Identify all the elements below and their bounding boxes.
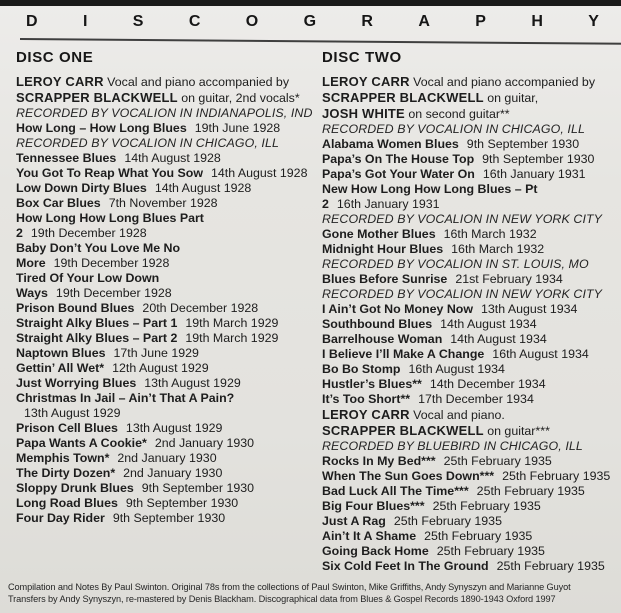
track-date: 9th September 1930 [112,511,226,525]
track-date: 14th December 1934 [429,377,546,391]
track-date: 9th September 1930 [466,137,580,151]
track-row [16,346,314,361]
disc-title: DISC TWO [322,49,402,66]
track-title: When The Sun Goes Down*** [322,469,495,483]
track-row [16,316,314,331]
recorded-by-line: RECORDED BY VOCALION IN NEW YORK CITY [322,212,603,226]
track-row [322,469,620,484]
track-row [322,544,620,559]
track-title: How Long – How Long Blues [16,121,187,135]
page-header [0,6,621,41]
track-date: 14th August 1928 [154,181,252,195]
track-date: 7th November 1928 [108,196,218,210]
credits-footer [8,581,619,606]
track-date: 17th December 1934 [418,392,534,406]
track-title: I Ain’t Got No Money Now [322,302,473,316]
title-letter: O [245,13,259,30]
track-title: The Dirty Dozen* [16,466,116,480]
track-list [322,74,620,574]
track-date: 16th January 1931 [482,167,586,181]
disc-two-column [322,47,620,574]
track-row [16,481,314,496]
track-date: 14th August 1934 [440,317,537,331]
track-title: New How Long How Long Blues – Pt 2 [322,182,538,211]
track-title: Four Day Rider [16,511,105,525]
track-date: 19th March 1929 [185,316,279,330]
track-title: Big Four Blues*** [322,499,425,513]
track-title: Going Back Home [322,544,429,558]
track-row [322,454,620,469]
track-date: 25th February 1935 [393,514,502,528]
track-row [16,391,314,421]
track-date: 13th August 1929 [24,406,121,420]
credit-line: SCRAPPER BLACKWELL on guitar, 2nd vocals* [16,90,300,105]
track-row [16,166,314,181]
track-title: Sloppy Drunk Blues [16,481,134,495]
track-title: It’s Too Short** [322,392,411,406]
track-row [322,272,620,287]
track-row [16,181,314,196]
track-row [16,421,314,436]
track-title: Just A Rag [322,514,386,528]
track-title: Bad Luck All The Time*** [322,484,469,498]
track-title: Gone Mother Blues [322,227,436,241]
track-row [16,331,314,346]
track-title: Blues Before Sunrise [322,272,448,286]
track-title: Box Car Blues [16,196,101,210]
title-letter: H [531,13,543,30]
track-title: Southbound Blues [322,317,433,331]
track-date: 25th February 1935 [502,469,611,483]
track-title: Hustler’s Blues** [322,377,422,391]
track-title: Prison Bound Blues [16,301,135,315]
track-date: 25th February 1935 [496,559,605,573]
track-row [322,559,620,574]
track-row [16,361,314,376]
title-letter: I [82,13,88,30]
title-letter: S [132,13,144,30]
track-row [16,451,314,466]
track-title: Naptown Blues [16,346,106,360]
track-row [322,227,620,242]
track-date: 2nd January 1930 [123,466,223,480]
track-title: Gettin’ All Wet* [16,361,105,375]
track-title: How Long How Long Blues Part 2 [16,211,204,240]
title-letter: A [418,13,430,30]
discography-columns [0,41,621,574]
track-title: Papa’s Got Your Water On [322,167,475,181]
artist-name: SCRAPPER BLACKWELL [16,90,178,105]
track-date: 25th February 1935 [476,484,585,498]
track-row [16,511,314,526]
track-row [322,332,620,347]
track-row [322,182,620,212]
track-title: Tired Of Your Low Down Ways [16,271,160,300]
track-date: 13th August 1929 [144,376,241,390]
track-title: Ain’t It A Shame [322,529,417,543]
track-row [16,376,314,391]
credit-line: SCRAPPER BLACKWELL on guitar*** [322,423,550,438]
track-title: Alabama Women Blues [322,137,459,151]
track-row [322,137,620,152]
track-row [322,152,620,167]
artist-name: SCRAPPER BLACKWELL [322,423,484,438]
track-date: 19th December 1928 [30,226,147,240]
track-row [322,347,620,362]
artist-name: SCRAPPER BLACKWELL [322,90,484,105]
track-row [322,167,620,182]
credit-line: SCRAPPER BLACKWELL on guitar, [322,90,539,105]
track-title: Bo Bo Stomp [322,362,401,376]
track-row [16,436,314,451]
title-letter: G [303,13,317,30]
recorded-by-line: RECORDED BY VOCALION IN CHICAGO, ILL [16,136,279,150]
track-row [16,496,314,511]
track-date: 25th February 1935 [436,544,545,558]
track-row [16,211,314,241]
track-date: 17th June 1929 [113,346,199,360]
track-title: Low Down Dirty Blues [16,181,147,195]
track-date: 19th December 1928 [55,286,172,300]
track-date: 19th June 1928 [194,121,281,135]
track-row [16,271,314,301]
track-date: 16th March 1932 [451,242,545,256]
artist-name: LEROY CARR [322,407,410,422]
track-row [322,499,620,514]
track-title: Six Cold Feet In The Ground [322,559,489,573]
track-list [16,74,314,526]
track-date: 25th February 1935 [432,499,541,513]
recorded-by-line: RECORDED BY VOCALION IN INDIANAPOLIS, IND [16,106,313,120]
track-title: Papa Wants A Cookie* [16,436,147,450]
track-row [16,466,314,481]
track-title: Midnight Hour Blues [322,242,444,256]
track-date: 19th December 1928 [53,256,170,270]
track-date: 16th March 1932 [443,227,537,241]
credit-line: LEROY CARR Vocal and piano. [322,407,505,422]
track-date: 14th August 1928 [211,166,308,180]
track-row [322,317,620,332]
track-row [16,196,314,211]
credit-line: LEROY CARR Vocal and piano accompanied by [16,74,290,89]
track-title: I Believe I’ll Make A Change [322,347,485,361]
track-row [322,529,620,544]
title-letter: D [26,13,38,30]
track-date: 20th December 1928 [142,301,259,315]
track-row [322,514,620,529]
disc-one-column [16,47,314,574]
track-row [322,392,620,407]
track-date: 25th February 1935 [424,529,533,543]
title-letter: Y [588,13,599,30]
track-title: Straight Alky Blues – Part 1 [16,316,178,330]
track-date: 13th August 1934 [480,302,578,316]
track-row [322,377,620,392]
track-title: Just Worrying Blues [16,376,137,390]
track-date: 9th September 1930 [482,152,595,166]
disc-title: DISC ONE [16,49,94,66]
recorded-by-line: RECORDED BY VOCALION IN NEW YORK CITY [322,287,603,301]
track-date: 16th August 1934 [408,362,505,376]
track-title: You Got To Reap What You Sow [16,166,203,180]
track-title: Rocks In My Bed*** [322,454,436,468]
track-date: 2nd January 1930 [154,436,255,450]
track-row [16,121,314,136]
track-title: Long Road Blues [16,496,118,510]
track-date: 14th August 1928 [124,151,221,165]
credit-line: JOSH WHITE on second guitar** [322,106,510,121]
track-row [16,151,314,166]
track-date: 9th September 1930 [125,496,239,510]
track-date: 25th February 1935 [443,454,552,468]
title-letter: P [475,13,486,30]
track-date: 21st February 1934 [455,272,563,286]
track-title: Papa’s On The House Top [322,152,475,166]
track-title: Barrelhouse Woman [322,332,443,346]
recorded-by-line: RECORDED BY BLUEBIRD IN CHICAGO, ILL [322,439,583,453]
track-title: Tennessee Blues [16,151,117,165]
track-row [322,242,620,257]
footer-line-2: Transfers by Andy Synyszyn, re-mastered by Denis Blackham. Discographical data from Blues & Gospel Records 1890-1943 Oxford 1997 [8,594,556,605]
track-date: 2nd January 1930 [117,451,217,465]
recorded-by-line: RECORDED BY VOCALION IN CHICAGO, ILL [322,122,585,136]
track-title: Straight Alky Blues – Part 2 [16,331,178,345]
artist-name: LEROY CARR [16,74,104,89]
title-letter: C [188,13,201,30]
artist-name: LEROY CARR [322,74,410,89]
recorded-by-line: RECORDED BY VOCALION IN ST. LOUIS, MO [322,257,589,271]
track-date: 13th August 1929 [125,421,223,435]
track-date: 9th September 1930 [141,481,255,495]
page-title [26,13,599,31]
track-title: Memphis Town* [16,451,110,465]
artist-name: JOSH WHITE [322,106,405,121]
track-date: 16th January 1931 [336,197,440,211]
track-date: 16th August 1934 [492,347,589,361]
track-date: 19th March 1929 [185,331,279,345]
track-row [322,484,620,499]
track-row [16,301,314,316]
credit-line: LEROY CARR Vocal and piano accompanied by [322,74,596,89]
track-row [322,362,620,377]
track-row [16,241,314,271]
track-row [322,302,620,317]
track-date: 14th August 1934 [450,332,547,346]
track-title: Baby Don’t You Love Me No More [16,241,181,270]
title-letter: R [361,13,373,30]
track-date: 12th August 1929 [112,361,209,375]
track-title: Prison Cell Blues [16,421,118,435]
footer-line-1: Compilation and Notes By Paul Swinton. Original 78s from the collections of Paul Swinton, Mike Griffiths, Andy Synyszyn and Marianne Guyot [8,581,571,592]
track-title: Christmas In Jail – Ain’t That A Pain? [16,391,235,405]
